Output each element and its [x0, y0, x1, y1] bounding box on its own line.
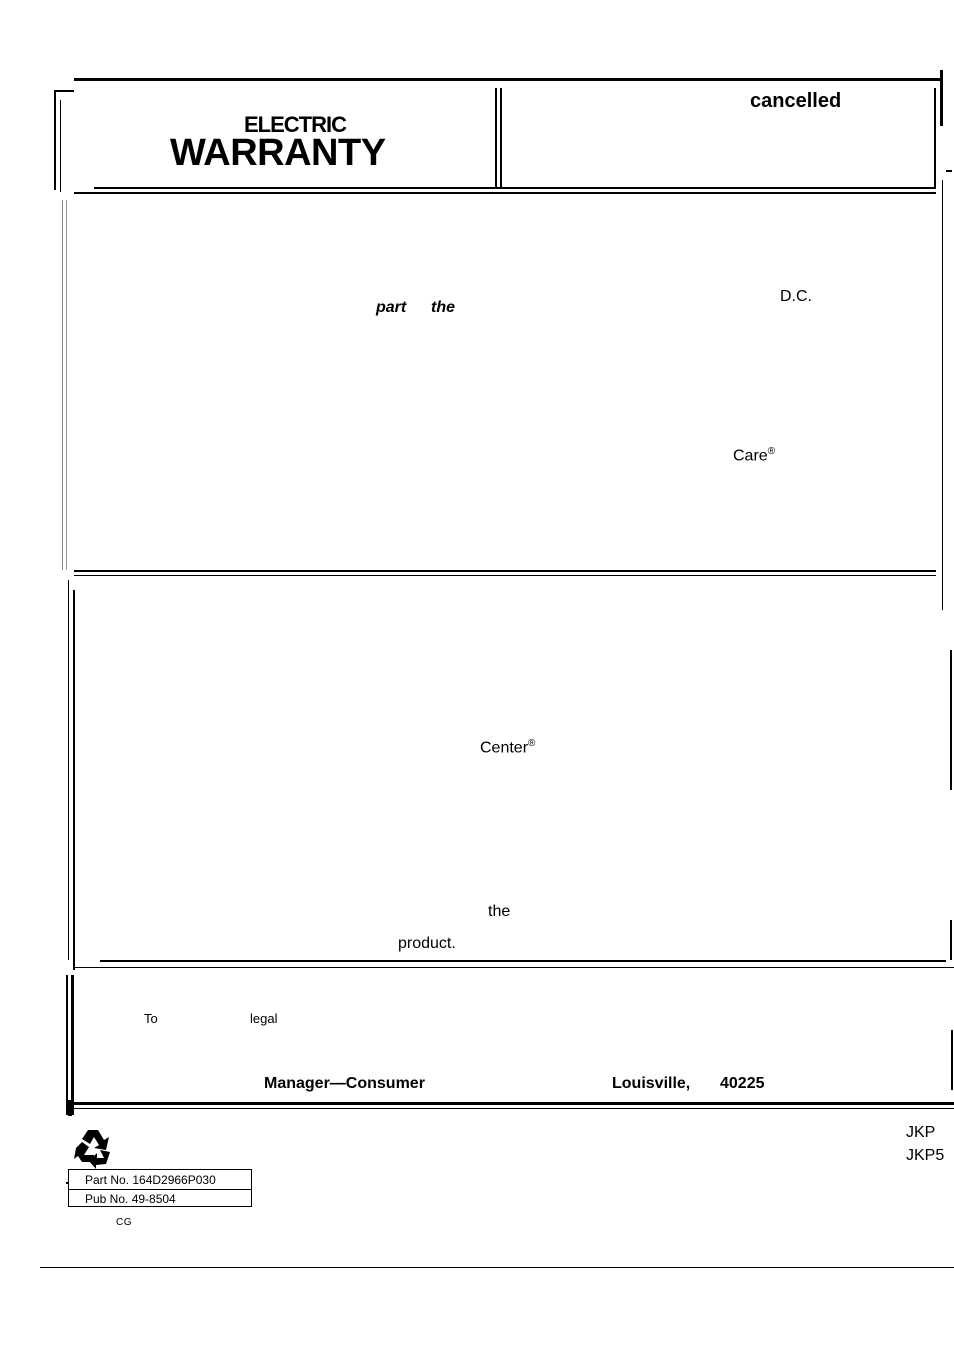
care-text: Care: [733, 447, 768, 465]
left-edge-2b: [66, 200, 67, 570]
header-divider-a: [495, 88, 497, 188]
right-edge-s3: [951, 1030, 953, 1090]
top-left-corner: [54, 90, 74, 92]
fragment-part: part: [376, 299, 407, 316]
model-number-1: JKP: [906, 1124, 936, 1141]
section2-bottom-rule: [100, 960, 946, 962]
part-number: Part No. 164D2966P030: [85, 1173, 216, 1187]
printer-code: CG: [116, 1217, 132, 1228]
bottom-heavy-rule-2: [68, 1108, 954, 1109]
header-bottom-rule-2: [74, 192, 936, 194]
right-edge-s1: [942, 180, 943, 610]
left-edge-3: [68, 580, 69, 960]
right-dash: [946, 170, 952, 172]
page-bottom-rule: [40, 1267, 954, 1268]
left-edge-1: [54, 90, 56, 190]
left-edge-3b: [73, 590, 75, 970]
center-mark: ®: [528, 738, 536, 749]
bottom-heavy-rule: [68, 1102, 954, 1105]
fragment-to: To: [144, 1011, 158, 1026]
right-top-bar: [940, 70, 943, 126]
header-right-edge: [934, 88, 936, 188]
fragment-zip: 40225: [720, 1075, 765, 1092]
header-divider-b: [500, 88, 502, 188]
part-box-divider: [69, 1189, 251, 1190]
recycle-icon: [70, 1126, 114, 1170]
header-bottom-rule: [94, 187, 936, 189]
part-number-box: [68, 1169, 252, 1207]
fragment-legal: legal: [250, 1011, 278, 1026]
top-rule: [74, 78, 940, 81]
part-box-left-tick: [66, 1182, 68, 1184]
right-edge-s2a: [950, 650, 952, 790]
section1-bottom-rule-2: [74, 575, 936, 576]
page-title: WARRANTY: [170, 132, 386, 174]
fragment-center: [480, 738, 535, 757]
fragment-the-2: the: [488, 903, 511, 920]
model-number-2: JKP5: [906, 1147, 945, 1164]
fragment-dc: D.C.: [780, 288, 812, 305]
left-edge-2: [62, 200, 63, 570]
fragment-care: [733, 446, 775, 465]
care-mark: ®: [767, 446, 776, 457]
section2-bottom-rule-2: [74, 967, 954, 968]
fragment-product: product.: [398, 935, 456, 952]
right-edge-s2b: [950, 920, 952, 960]
header-right-fragment: cancelled: [750, 90, 842, 112]
fragment-manager: Manager—Consumer: [264, 1075, 425, 1092]
left-edge-4: [66, 975, 68, 1115]
left-edge-1b: [60, 100, 61, 192]
pub-number: Pub No. 49-8504: [85, 1192, 176, 1206]
fragment-louisville: Louisville,: [612, 1075, 691, 1092]
bottom-left-stub: [68, 1100, 72, 1116]
section1-bottom-rule: [74, 570, 936, 572]
center-text: Center: [480, 739, 529, 757]
fragment-the: the: [431, 299, 455, 316]
left-edge-4b: [71, 975, 74, 1115]
brand-line: ELECTRIC: [244, 112, 346, 137]
